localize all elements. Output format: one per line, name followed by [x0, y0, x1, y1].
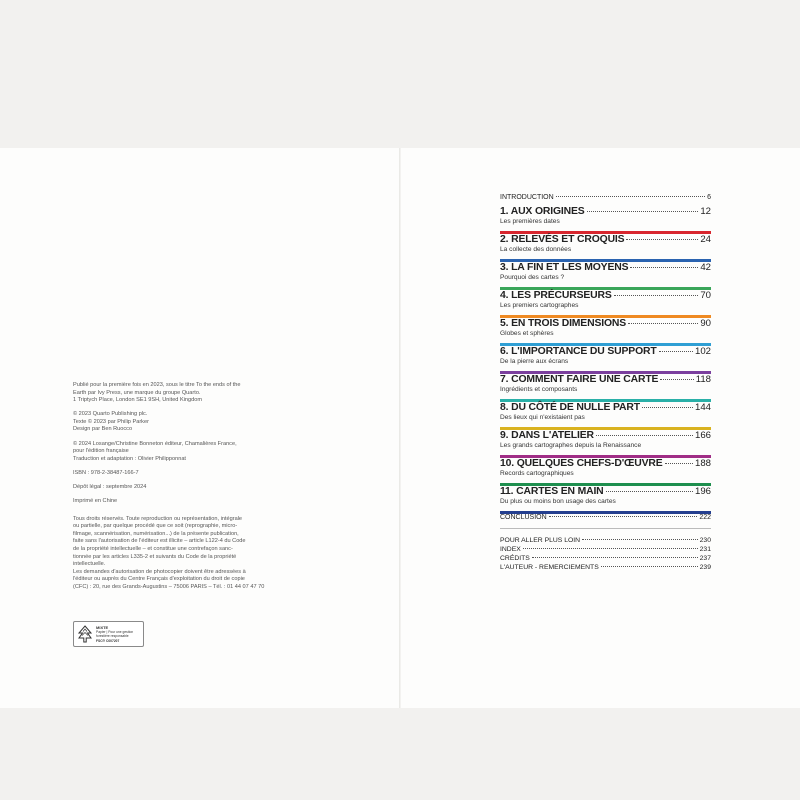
toc-chapter-page: 70 [700, 290, 711, 301]
toc-chapter-title: 11. CARTES EN MAIN [500, 486, 604, 497]
toc-chapter-row [500, 430, 711, 441]
toc-chapter-title: 2. RELEVÉS ET CROQUIS [500, 234, 625, 245]
toc-chapter-title: 10. QUELQUES CHEFS-D'ŒUVRE [500, 458, 663, 469]
publication-block [73, 382, 273, 405]
rights-line: (CFC) : 20, rue des Grands-Augustins – 75006 PARIS – Tél. : 01 44 07 47 70 [73, 583, 265, 590]
toc-chapter-subtitle: Des lieux qui n'existaient pas [500, 414, 585, 421]
rights-line: intellectuelle. [73, 561, 106, 568]
fsc-text [96, 626, 133, 643]
table-of-contents [500, 194, 711, 573]
dot-leader [596, 435, 693, 436]
dot-leader [532, 557, 698, 558]
toc-chapter-page: 166 [694, 430, 711, 441]
dot-leader [556, 196, 705, 197]
copyright-block [73, 411, 273, 434]
dot-leader [582, 539, 698, 540]
toc-chapter-subtitle: Records cartographiques [500, 470, 574, 477]
toc-chapter-subtitle: Globes et sphères [500, 330, 554, 337]
toc-chapter-subtitle: Pourquoi des cartes ? [500, 274, 565, 281]
toc-chapter-entry[interactable] [500, 234, 711, 262]
toc-chapter-subtitle: Du plus ou moins bon usage des cartes [500, 498, 616, 505]
colophon [73, 382, 273, 598]
toc-chapter-entry[interactable] [500, 458, 711, 486]
toc-chapter-page: 24 [700, 234, 711, 245]
toc-chapter-subtitle: De la pierre aux écrans [500, 358, 569, 365]
toc-chapter-entry[interactable] [500, 402, 711, 430]
toc-chapter-subtitle: Les premiers cartographes [500, 302, 579, 309]
toc-conclusion[interactable] [500, 514, 711, 526]
toc-chapter-row [500, 374, 711, 385]
toc-end-matter [500, 537, 711, 573]
colophon-line: © 2024 Losange/Christine Bonneton éditeur, Chamalières France, [73, 440, 237, 447]
french-edition-block [73, 441, 273, 464]
rights-line: filmage, scannérisation, numérisation...) de la présente publication, [73, 530, 239, 537]
toc-endmatter-label: CRÉDITS [500, 555, 530, 562]
dot-leader [606, 491, 693, 492]
toc-chapter-subtitle: Les premières dates [500, 218, 560, 225]
toc-endmatter-page: 239 [699, 564, 711, 571]
toc-endmatter-label: POUR ALLER PLUS LOIN [500, 537, 581, 544]
toc-chapter-title: 8. DU CÔTÉ DE NULLE PART [500, 402, 640, 413]
toc-conclusion-page: 222 [699, 514, 711, 521]
dot-leader [523, 548, 698, 549]
toc-chapter-entry[interactable] [500, 290, 711, 318]
dot-leader [626, 239, 698, 240]
toc-chapter-row [500, 262, 711, 273]
toc-chapter-title: 3. LA FIN ET LES MOYENS [500, 262, 629, 273]
fsc-label [73, 621, 144, 647]
rights-line: faite sans l'autorisation de l'éditeur est illicite – article L122-4 du Code [73, 538, 246, 545]
rights-line: tionnée par les articles L335-2 et suivants du Code de la propriété [73, 553, 237, 560]
rights-line: Tous droits réservés. Toute reproduction ou représentation, intégrale [73, 515, 243, 522]
toc-endmatter-row[interactable] [500, 564, 711, 573]
toc-chapter-row [500, 234, 711, 245]
rights-line: l'éditeur ou auprès du Centre Français d'exploitation du droit de copie [73, 576, 245, 583]
toc-endmatter-page: 237 [699, 555, 711, 562]
colophon-line: Publié pour la première fois en 2023, sous le titre To the ends of the [73, 382, 241, 388]
toc-endmatter-row[interactable] [500, 546, 711, 555]
toc-chapter-page: 144 [694, 402, 711, 413]
toc-chapter-entry[interactable] [500, 318, 711, 346]
toc-chapter-page: 90 [700, 318, 711, 329]
toc-chapter-page: 118 [695, 374, 711, 385]
rights-line: Les demandes d'autorisation de photocopier doivent être adressées à [73, 568, 246, 575]
toc-chapter-row [500, 458, 711, 469]
dot-leader [642, 407, 693, 408]
toc-chapter-row [500, 346, 711, 357]
toc-chapter-title: 4. LES PRÉCURSEURS [500, 290, 612, 301]
fsc-code: FSC® C007207 [96, 638, 120, 643]
colophon-line: pour l'édition française [73, 448, 129, 455]
toc-intro-label: INTRODUCTION [500, 194, 554, 201]
toc-chapter-title: 7. COMMENT FAIRE UNE CARTE [500, 374, 659, 385]
toc-chapter-row [500, 318, 711, 329]
toc-intro-page: 6 [707, 194, 711, 201]
dot-leader [587, 211, 699, 212]
fsc-line: forestière responsable [96, 634, 129, 639]
toc-chapters [500, 206, 711, 514]
fsc-line: Papier | Pour une gestion [96, 630, 134, 635]
colophon-line: Traduction et adaptation : Olivier Philipponnat [73, 455, 186, 462]
toc-chapter-entry[interactable] [500, 206, 711, 234]
toc-chapter-page: 42 [700, 262, 711, 273]
fsc-mixte: MIXTE [96, 625, 109, 630]
toc-endmatter-row[interactable] [500, 537, 711, 546]
toc-chapter-title: 5. EN TROIS DIMENSIONS [500, 318, 627, 329]
toc-chapter-row [500, 290, 711, 301]
dot-leader [665, 463, 693, 464]
toc-endmatter-row[interactable] [500, 555, 711, 564]
dot-leader [659, 351, 693, 352]
printed-in: Imprimé en Chine [73, 498, 118, 505]
toc-chapter-title: 6. L'IMPORTANCE DU SUPPORT [500, 346, 657, 357]
toc-endmatter-page: 231 [699, 546, 711, 553]
dot-leader [614, 295, 699, 296]
colophon-line: Earth par Ivy Press, une marque du groupe Quarto. [73, 389, 201, 396]
toc-chapter-page: 188 [694, 458, 711, 469]
toc-chapter-entry[interactable] [500, 374, 711, 402]
rights-line: ou partielle, par quelque procédé que ce soit (reprographie, micro- [73, 523, 238, 530]
isbn: ISBN : 978-2-38487-166-7 [73, 469, 139, 476]
dot-leader [630, 267, 698, 268]
toc-endmatter-label: INDEX [500, 546, 521, 553]
toc-chapter-page: 102 [694, 346, 711, 357]
toc-chapter-entry[interactable] [500, 262, 711, 290]
toc-chapter-subtitle: Les grands cartographes depuis la Renaissance [500, 442, 642, 449]
dot-leader [660, 379, 693, 380]
toc-chapter-subtitle: Ingrédients et composants [500, 386, 578, 393]
rights-line: de la propriété intellectuelle – et constitue une contrefaçon sanc- [73, 546, 233, 552]
toc-chapter-subtitle: La collecte des données [500, 246, 572, 253]
toc-conclusion-label: CONCLUSION [500, 514, 547, 521]
colophon-line: Design par Ben Ruocco [73, 426, 133, 433]
colophon-line: © 2023 Quarto Publishing plc. [73, 411, 148, 418]
toc-chapter-entry[interactable] [500, 346, 711, 374]
toc-chapter-page: 196 [694, 486, 711, 497]
toc-endmatter-label: L'AUTEUR - REMERCIEMENTS [500, 564, 599, 571]
toc-intro[interactable] [500, 194, 711, 206]
toc-chapter-entry[interactable] [500, 430, 711, 458]
depot-legal: Dépôt légal : septembre 2024 [73, 483, 147, 490]
toc-chapter-title: 1. AUX ORIGINES [500, 206, 585, 217]
toc-chapter-title: 9. DANS L'ATELIER [500, 430, 594, 441]
dot-leader [601, 566, 698, 567]
colophon-line: 1 Triptych Place, London SE1 9SH, United Kingdom [73, 397, 203, 404]
separator-rule [500, 528, 711, 529]
toc-endmatter-page: 230 [699, 537, 711, 544]
book-gutter [399, 148, 401, 708]
dot-leader [628, 323, 698, 324]
toc-chapter-page: 12 [700, 206, 711, 217]
toc-chapter-row [500, 402, 711, 413]
toc-chapter-row [500, 206, 711, 217]
colophon-line: Texte © 2023 par Philip Parker [73, 418, 149, 425]
dot-leader [549, 516, 698, 517]
rights-block [73, 516, 273, 592]
toc-chapter-entry[interactable] [500, 486, 711, 514]
toc-chapter-row [500, 486, 711, 497]
fsc-tree-icon [77, 625, 93, 644]
